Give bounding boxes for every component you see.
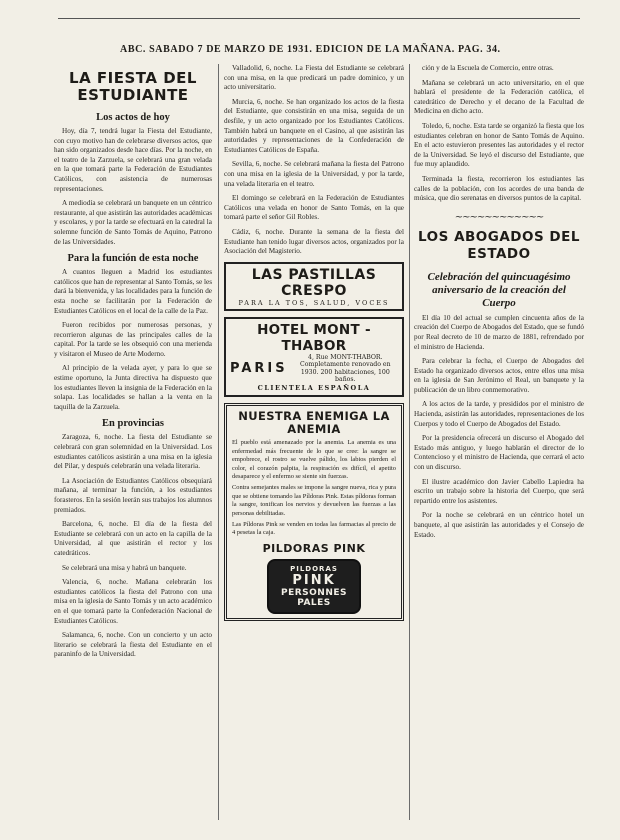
article-title: LOS ABOGADOS DEL ESTADO bbox=[418, 228, 580, 262]
ad-subtitle: PARA LA TOS, SALUD, VOCES bbox=[238, 298, 390, 307]
ad-paragraph: Contra semejantes males se impone la sangre nueva, rica y pura que se obtiene tomando las Píldoras Pink. Estas píldoras forman la sangre, tonifican los nervios y devuelven las fuerzas a las personas debilitadas. bbox=[232, 484, 397, 517]
paragraph: La Asociación de Estudiantes Católicos obsequiará mañana, al terminar la función, a los estudiantes forasteros. En la sesión leerán sus trabajos los alumnos premiados. bbox=[54, 476, 212, 514]
paragraph: A mediodía se celebrará un banquete en un céntrico restaurante, al que asistirán las autoridades académicas y escolares, y por la tarde se efectuará en la catedral la solemne función de Santo Tomás de Aquino, Patrono de las Universidades. bbox=[54, 199, 212, 246]
paragraph: Por la noche se celebrará en un céntrico hotel un banquete, al que asistirán las autoridades y el Consejo de Estado. bbox=[414, 511, 584, 539]
pill-box-caption: PERSONNES PALES bbox=[280, 587, 347, 608]
paragraph: Valladolid, 6, noche. La Fiesta del Estudiante se celebrará con una misa, en la que predicará un padre dominico, y un acto universitario. bbox=[224, 64, 404, 92]
ad-title: HOTEL MONT - THABOR bbox=[257, 321, 371, 354]
paragraph: Barcelona, 6, noche. El día de la fiesta del Estudiante se celebrará con un acto en la capilla de la Universidad, al que asistirán el rector y los catedráticos. bbox=[54, 520, 212, 557]
paragraph: El día 10 del actual se cumplen cincuenta años de la creación del Cuerpo de Abogados del Estado, que se fundó por Real decreto de 10 de marzo de 1881, refrendado por el ministro de Hacienda. bbox=[414, 313, 584, 351]
ad-brand: PILDORAS PINK bbox=[262, 541, 366, 555]
paragraph: Terminada la fiesta, recorrieron los estudiantes las calles de la población, con los acordes de una banda de música, que dio serenatas en diversos puntos de la capital. bbox=[414, 174, 584, 203]
paragraph: Hoy, día 7, tendrá lugar la Fiesta del Estudiante, con cuyo motivo han de celebrarse diversos actos, que han sido organizados desde hace días. Por la noche, en el teatro de la Zarzuela, se celebrará una gran velada en la que tomará parte la Federación de Estudiantes Católicos, con asistencia de numerosas representaciones. bbox=[54, 127, 212, 193]
article-subtitle: Celebración del quincuagésimo aniversario de la creación del Cuerpo bbox=[427, 270, 571, 309]
paragraph: Zaragoza, 6, noche. La fiesta del Estudiante se celebrará con gran solemnidad en la Universidad. Los estudiantes católicos asistirán a una misa en la iglesia del Pilar, y después celebrarán una velada literaria. bbox=[54, 433, 212, 471]
column-1 bbox=[54, 64, 212, 830]
paragraph: Toledo, 6, noche. Esta tarde se organizó la fiesta que los estudiantes celebran en honor de Santo Tomás de Aquino. En el acto estuvieron presentes las autoridades y el rector de la Universidad. Se leyó el discurso del Estudiante, que fue muy aplaudido. bbox=[414, 121, 584, 169]
ad-address: 4, Rue MONT-THABOR. Completamente renovado en 1930. 200 habitaciones, 100 baños. bbox=[300, 353, 391, 383]
paragraph: Murcia, 6, noche. Se han organizado los actos de la fiesta del Estudiante, que consistirán en una misa, seguida de un desfile, y un acto organizado por los Estudiantes Católicos. También habrá un banquete en el Casino, al que asistirán las autoridades y representaciones de la Confederación de Estudiantes Católicos de España. bbox=[224, 97, 404, 154]
paragraph: Salamanca, 6, noche. Con un concierto y un acto literario se celebrará la fiesta del Estudiante en el paraninfo de la Universidad. bbox=[54, 631, 212, 659]
pill-box-illustration bbox=[267, 559, 361, 614]
paragraph: El domingo se celebrará en la Federación de Estudiantes Católicos una velada en honor de Santo Tomás, en la que tomará parte el señor Gil Robles. bbox=[224, 194, 404, 222]
page-header: ABC. SABADO 7 DE MARZO DE 1931. EDICION DE LA MAÑANA. PAG. 34. bbox=[120, 44, 501, 55]
paragraph: El ilustre académico don Javier Cabello Lapiedra ha escrito un trabajo sobre la historia del Cuerpo, que será repartido entre los asistentes. bbox=[414, 477, 584, 505]
column-2 bbox=[224, 64, 404, 830]
paragraph: A cuantos lleguen a Madrid los estudiantes católicos que han de representar al Santo Tomás, se les dará la bienvenida, y las localidades para la función de esta noche se facilitarán por la Federación de Estudiantes Católicos en el local de la calle de la Paz. bbox=[54, 268, 212, 315]
paragraph: Valencia, 6, noche. Mañana celebrarán los estudiantes católicos la fiesta del Patrono con una misa en la iglesia de Santo Tomás y un acto académico en el que tomará parte la Confederación Nacional de Estudiantes Católicos. bbox=[54, 578, 212, 625]
ad-title: LAS PASTILLAS CRESPO bbox=[251, 266, 377, 299]
ad-paragraph: El pueblo está amenazado por la anemia. La anemia es una enfermedad más frecuente de lo que se cree: la sangre se empobrece, el rostro se vuelve pálido, los labios pierden el color, el corazón palpita, la respiración es difícil, el apetito desaparece y el enfermo se siente sin fuerzas. bbox=[232, 439, 396, 480]
paragraph: Sevilla, 6, noche. Se celebrará mañana la fiesta del Patrono con una misa en la iglesia de la Universidad, y por la tarde, una velada literaria en el teatro. bbox=[224, 160, 404, 188]
paragraph: ción y de la Escuela de Comercio, entre otras. bbox=[422, 64, 554, 72]
ornament-divider: ~~~~~~~~~~~~ bbox=[454, 211, 544, 223]
pill-box-label: PILDORAS bbox=[290, 564, 338, 573]
paragraph: Se celebrará una misa y habrá un banquete. bbox=[62, 563, 187, 572]
paragraph: Cádiz, 6, noche. Durante la semana de la fiesta del Estudiante han tenido lugar diversos actos, organizados por la Asociación del Magisterio. bbox=[224, 227, 404, 256]
column-divider bbox=[218, 64, 219, 820]
ad-footer: CLIENTELA ESPAÑOLA bbox=[257, 384, 371, 393]
section-subtitle: Para la función de esta noche bbox=[67, 253, 199, 265]
section-subtitle: En provincias bbox=[102, 418, 164, 430]
paragraph: A los actos de la tarde, y presididos por el ministro de Hacienda, asistirán las autoridades, representaciones de los Cuerpos y todo el Cuerpo de Abogados del Estado. bbox=[414, 400, 584, 428]
ad-title: NUESTRA ENEMIGA LA ANEMIA bbox=[238, 409, 390, 437]
paragraph: Fueron recibidos por numerosas personas, y recorrieron algunas de las principales calles de la capital. Por la tarde se les obsequió con una merienda y visitaron el Museo de Arte Moderno. bbox=[54, 321, 212, 358]
ad-pildoras-pink bbox=[224, 403, 404, 620]
section-subtitle: Los actos de hoy bbox=[96, 112, 170, 123]
ad-paragraph: Las Píldoras Pink se venden en todas las farmacias al precio de 4 pesetas la caja. bbox=[232, 520, 396, 537]
top-rule bbox=[58, 18, 580, 19]
column-divider bbox=[409, 64, 410, 820]
paragraph: Mañana se celebrará un acto universitario, en el que hablará el presidente de la Federación católica, el catedrático de Derecho y el decano de la Facultad de Medicina en dicho acto. bbox=[414, 78, 584, 116]
ad-city: PARIS bbox=[230, 361, 288, 376]
ad-hotel-mont-thabor bbox=[224, 317, 404, 398]
article-title: LA FIESTA DEL ESTUDIANTE bbox=[69, 69, 197, 104]
paragraph: Por la presidencia ofrecerá un discurso el Abogado del Estado más antiguo, y luego hablarán el director de lo Contencioso y el ministro de Hacienda, que cerrará el acto con un discurso. bbox=[414, 434, 584, 472]
paragraph: Para celebrar la fecha, el Cuerpo de Abogados del Estado ha organizado diversos actos, entre ellos una misa en la iglesia de San Jerónimo el Real, un banquete y la publicación de un libro conmemorativo. bbox=[414, 357, 584, 394]
paragraph: Al principio de la velada ayer, y para lo que se estime oportuno, la Junta directiva ha dispuesto que los estudiantes lleven la insignia de la Federación en la solapa. Las localidades se hallan a la venta en la taquilla de la Zarzuela. bbox=[54, 364, 212, 411]
pill-box-brand: PINK bbox=[292, 572, 336, 588]
column-3 bbox=[414, 64, 584, 830]
ad-pastillas-crespo bbox=[224, 262, 404, 311]
